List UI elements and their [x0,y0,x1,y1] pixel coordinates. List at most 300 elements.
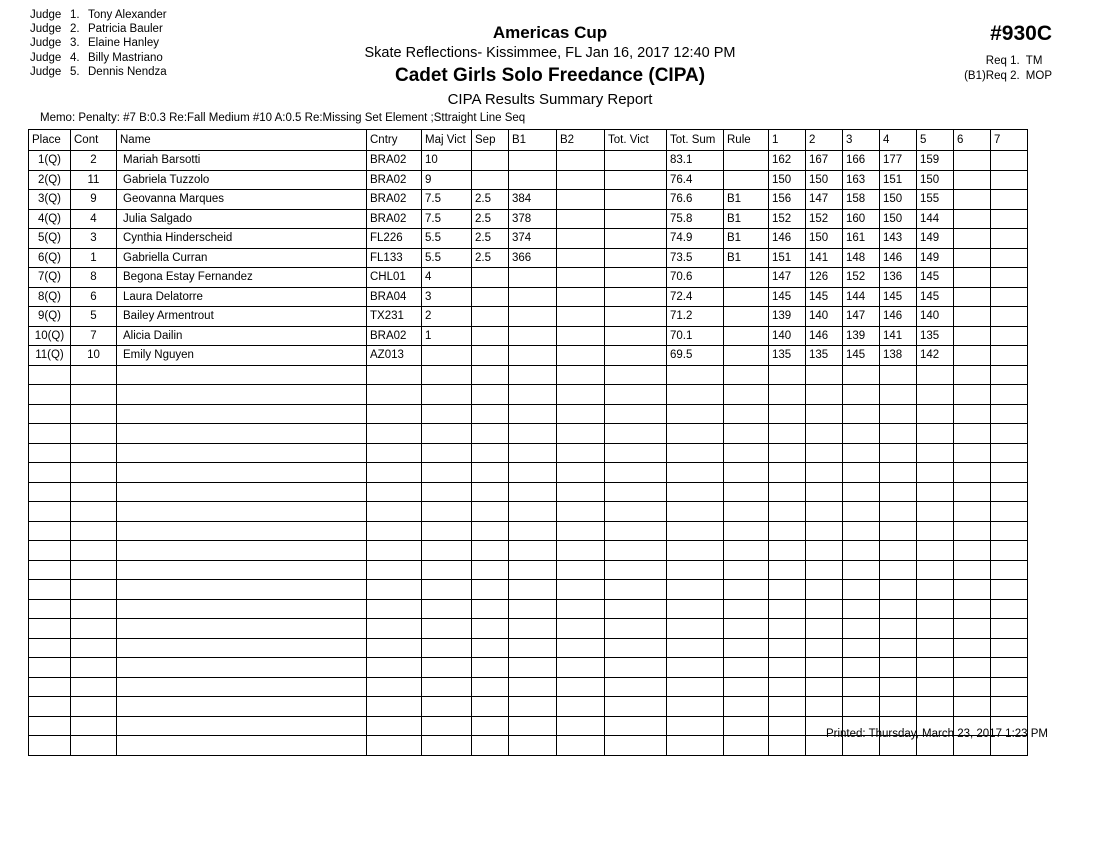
empty-cell [605,385,667,405]
rule-cell: B1 [724,209,769,229]
rule-cell: B1 [724,190,769,210]
empty-cell [367,716,422,736]
report-header [180,22,920,111]
empty-cell [917,463,954,483]
judge-score-cell: 147 [769,268,806,288]
empty-cell [880,658,917,678]
table-row-empty [29,638,1028,658]
empty-cell [605,736,667,756]
empty-cell [472,404,509,424]
empty-cell [509,385,557,405]
empty-cell [954,541,991,561]
b2-cell [557,229,605,249]
judge-number: 1. [70,9,80,21]
judge-score-cell: 135 [769,346,806,366]
empty-cell [806,619,843,639]
event-title: Americas Cup [492,23,608,42]
empty-cell [117,677,367,697]
judge-score-cell: 149 [917,229,954,249]
judge-score-cell: 151 [880,170,917,190]
judge-score-cell [991,346,1028,366]
empty-cell [769,697,806,717]
empty-cell [509,599,557,619]
empty-cell [509,404,557,424]
empty-cell [880,599,917,619]
major-victories-cell: 4 [422,268,472,288]
empty-cell [422,716,472,736]
empty-cell [71,404,117,424]
judge-label: Judge [30,65,62,78]
column-header: Name [117,130,367,151]
b1-cell [509,326,557,346]
empty-cell [557,697,605,717]
empty-cell [667,580,724,600]
b2-cell [557,307,605,327]
judge-score-cell: 141 [806,248,843,268]
judge-score-cell: 146 [769,229,806,249]
judge-score-cell [991,151,1028,171]
judge-score-cell [954,209,991,229]
empty-cell [557,385,605,405]
empty-cell [724,424,769,444]
empty-cell [557,677,605,697]
empty-cell [557,541,605,561]
major-victories-cell: 7.5 [422,209,472,229]
table-header-row [29,130,1028,151]
major-victories-cell [422,346,472,366]
skater-name-cell: Alicia Dailin [117,326,367,346]
empty-cell [917,404,954,424]
separation-cell [472,287,509,307]
empty-cell [557,443,605,463]
empty-cell [880,560,917,580]
empty-cell [71,365,117,385]
empty-cell [509,365,557,385]
separation-cell [472,268,509,288]
judge-score-cell: 149 [917,248,954,268]
empty-cell [509,482,557,502]
empty-cell [843,541,880,561]
judge-score-cell: 140 [769,326,806,346]
empty-cell [29,443,71,463]
judge-score-cell [954,326,991,346]
total-sum-cell: 69.5 [667,346,724,366]
empty-cell [422,619,472,639]
table-row-empty [29,404,1028,424]
judge-score-cell: 135 [806,346,843,366]
empty-cell [605,541,667,561]
empty-cell [806,521,843,541]
judge-score-cell: 151 [769,248,806,268]
memo-line: Memo: Penalty: #7 B:0.3 Re:Fall Medium #10 A:0.5 Re:Missing Set Element ;Sttraight Line Seq [40,112,526,124]
rule-cell: B1 [724,229,769,249]
table-row-empty [29,385,1028,405]
empty-cell [917,385,954,405]
empty-cell [605,658,667,678]
judge-row [30,8,167,22]
empty-cell [117,404,367,424]
judge-score-cell: 144 [843,287,880,307]
empty-cell [917,365,954,385]
requirement-value: MOP [1025,69,1052,82]
judge-score-cell: 143 [880,229,917,249]
empty-cell [769,463,806,483]
empty-cell [954,697,991,717]
column-header: 1 [769,130,806,151]
judge-score-cell: 160 [843,209,880,229]
total-sum-cell: 75.8 [667,209,724,229]
empty-cell [991,580,1028,600]
b1-cell [509,268,557,288]
separation-cell: 2.5 [472,190,509,210]
empty-cell [991,521,1028,541]
empty-cell [557,482,605,502]
empty-cell [71,638,117,658]
judge-row [30,51,167,65]
empty-cell [605,502,667,522]
empty-cell [367,697,422,717]
empty-cell [880,365,917,385]
judge-score-cell: 150 [806,170,843,190]
empty-cell [29,716,71,736]
empty-cell [917,599,954,619]
empty-cell [769,482,806,502]
empty-cell [605,365,667,385]
empty-cell [991,638,1028,658]
column-header: 4 [880,130,917,151]
contestant-number-cell: 9 [71,190,117,210]
empty-cell [71,443,117,463]
country-cell: AZ013 [367,346,422,366]
empty-cell [29,521,71,541]
empty-cell [509,638,557,658]
empty-cell [557,580,605,600]
place-cell: 1(Q) [29,151,71,171]
judge-score-cell [954,151,991,171]
total-sum-cell: 70.6 [667,268,724,288]
rule-cell: B1 [724,248,769,268]
empty-cell [29,619,71,639]
empty-cell [557,736,605,756]
judge-score-cell [991,326,1028,346]
empty-cell [667,697,724,717]
empty-cell [917,638,954,658]
empty-cell [667,638,724,658]
country-cell: BRA02 [367,151,422,171]
judge-number: 3. [70,37,80,50]
skater-name-cell: Cynthia Hinderscheid [117,229,367,249]
empty-cell [724,482,769,502]
total-sum-cell: 74.9 [667,229,724,249]
judges-panel [30,8,167,79]
separation-cell [472,326,509,346]
empty-cell [557,463,605,483]
judge-score-cell: 150 [806,229,843,249]
judge-score-cell [954,248,991,268]
empty-cell [472,716,509,736]
table-row-empty [29,697,1028,717]
empty-cell [71,502,117,522]
empty-cell [880,443,917,463]
empty-cell [954,463,991,483]
empty-cell [724,716,769,736]
empty-cell [367,482,422,502]
country-cell: FL133 [367,248,422,268]
empty-cell [367,424,422,444]
empty-cell [667,463,724,483]
judge-name: Elaine Hanley [88,37,159,50]
empty-cell [724,463,769,483]
empty-cell [991,463,1028,483]
empty-cell [991,697,1028,717]
empty-cell [367,599,422,619]
country-cell: BRA02 [367,326,422,346]
empty-cell [29,599,71,619]
empty-cell [605,677,667,697]
empty-cell [71,482,117,502]
column-header: Place [29,130,71,151]
empty-cell [991,560,1028,580]
b2-cell [557,346,605,366]
empty-cell [724,385,769,405]
total-sum-cell: 83.1 [667,151,724,171]
separation-cell [472,151,509,171]
empty-cell [71,658,117,678]
b1-cell [509,346,557,366]
empty-cell [667,736,724,756]
empty-cell [472,521,509,541]
major-victories-cell: 7.5 [422,190,472,210]
report-title: CIPA Results Summary Report [447,91,653,108]
judge-score-cell: 142 [917,346,954,366]
b2-cell [557,248,605,268]
empty-cell [71,677,117,697]
judge-score-cell: 156 [769,190,806,210]
table-row-empty [29,560,1028,580]
empty-cell [509,580,557,600]
table-row-empty [29,658,1028,678]
contestant-number-cell: 8 [71,268,117,288]
total-sum-cell: 76.4 [667,170,724,190]
empty-cell [117,463,367,483]
empty-cell [724,736,769,756]
empty-cell [472,638,509,658]
b1-cell [509,307,557,327]
empty-cell [724,599,769,619]
empty-cell [954,580,991,600]
requirement-row [954,54,1052,69]
table-row-empty [29,521,1028,541]
results-table [28,129,1028,756]
empty-cell [917,424,954,444]
empty-cell [991,424,1028,444]
skater-name-cell: Mariah Barsotti [117,151,367,171]
empty-cell [557,658,605,678]
judge-row [30,65,167,79]
empty-cell [367,502,422,522]
empty-cell [472,365,509,385]
table-row-empty [29,541,1028,561]
place-cell: 7(Q) [29,268,71,288]
empty-cell [509,697,557,717]
empty-cell [880,541,917,561]
empty-cell [806,443,843,463]
table-row [29,229,1028,249]
empty-cell [880,521,917,541]
column-header: B2 [557,130,605,151]
column-header: B1 [509,130,557,151]
empty-cell [117,424,367,444]
skater-name-cell: Laura Delatorre [117,287,367,307]
b2-cell [557,287,605,307]
empty-cell [29,541,71,561]
judge-score-cell [954,229,991,249]
empty-cell [843,658,880,678]
b2-cell [557,268,605,288]
empty-cell [880,580,917,600]
judge-score-cell [991,190,1028,210]
b2-cell [557,170,605,190]
empty-cell [917,580,954,600]
empty-cell [422,697,472,717]
empty-cell [422,424,472,444]
total-victories-cell [605,307,667,327]
empty-cell [422,482,472,502]
empty-cell [880,697,917,717]
empty-cell [806,463,843,483]
skater-name-cell: Emily Nguyen [117,346,367,366]
contestant-number-cell: 1 [71,248,117,268]
rule-cell [724,287,769,307]
empty-cell [472,482,509,502]
empty-cell [954,482,991,502]
empty-cell [917,541,954,561]
empty-cell [29,463,71,483]
place-cell: 4(Q) [29,209,71,229]
empty-cell [605,716,667,736]
empty-cell [509,677,557,697]
empty-cell [557,560,605,580]
b1-cell: 384 [509,190,557,210]
empty-cell [843,443,880,463]
empty-cell [917,658,954,678]
empty-cell [769,424,806,444]
empty-cell [667,521,724,541]
empty-cell [509,443,557,463]
empty-cell [880,463,917,483]
judge-score-cell: 145 [917,268,954,288]
empty-cell [605,463,667,483]
empty-cell [117,385,367,405]
empty-cell [806,424,843,444]
empty-cell [367,541,422,561]
empty-cell [667,365,724,385]
empty-cell [367,560,422,580]
empty-cell [843,365,880,385]
empty-cell [605,619,667,639]
total-victories-cell [605,346,667,366]
requirement-value: TM [1025,55,1043,67]
judge-score-cell: 166 [843,151,880,171]
judge-label: Judge [30,37,62,50]
table-row [29,209,1028,229]
empty-cell [29,424,71,444]
empty-cell [605,599,667,619]
empty-cell [367,385,422,405]
judge-score-cell: 138 [880,346,917,366]
empty-cell [917,443,954,463]
skater-name-cell: Gabriella Curran [117,248,367,268]
empty-cell [422,560,472,580]
empty-cell [667,404,724,424]
judge-score-cell: 139 [843,326,880,346]
event-code: #930C [990,22,1052,45]
empty-cell [472,424,509,444]
empty-cell [422,541,472,561]
empty-cell [769,365,806,385]
empty-cell [724,560,769,580]
table-row [29,151,1028,171]
empty-cell [880,482,917,502]
total-sum-cell: 72.4 [667,287,724,307]
empty-cell [667,619,724,639]
total-victories-cell [605,151,667,171]
empty-cell [71,385,117,405]
empty-cell [605,404,667,424]
b1-cell [509,170,557,190]
judge-score-cell: 148 [843,248,880,268]
empty-cell [557,502,605,522]
empty-cell [843,599,880,619]
place-cell: 10(Q) [29,326,71,346]
empty-cell [954,599,991,619]
empty-cell [29,560,71,580]
judge-score-cell [991,248,1028,268]
major-victories-cell: 2 [422,307,472,327]
skater-name-cell: Begona Estay Fernandez [117,268,367,288]
place-cell: 11(Q) [29,346,71,366]
empty-cell [71,736,117,756]
empty-cell [472,658,509,678]
judge-score-cell [954,170,991,190]
column-header: 3 [843,130,880,151]
total-sum-cell: 70.1 [667,326,724,346]
empty-cell [769,599,806,619]
empty-cell [917,521,954,541]
requirement-row [954,69,1052,84]
judge-score-cell [991,307,1028,327]
judge-score-cell [991,170,1028,190]
judge-score-cell: 159 [917,151,954,171]
empty-cell [509,560,557,580]
major-victories-cell: 3 [422,287,472,307]
empty-cell [769,638,806,658]
empty-cell [724,365,769,385]
empty-cell [724,541,769,561]
empty-cell [880,424,917,444]
empty-cell [843,619,880,639]
empty-cell [472,502,509,522]
judge-score-cell: 163 [843,170,880,190]
empty-cell [605,638,667,658]
rule-cell [724,268,769,288]
b1-cell [509,287,557,307]
empty-cell [29,365,71,385]
empty-cell [769,736,806,756]
b2-cell [557,209,605,229]
b1-cell: 374 [509,229,557,249]
table-row-empty [29,443,1028,463]
